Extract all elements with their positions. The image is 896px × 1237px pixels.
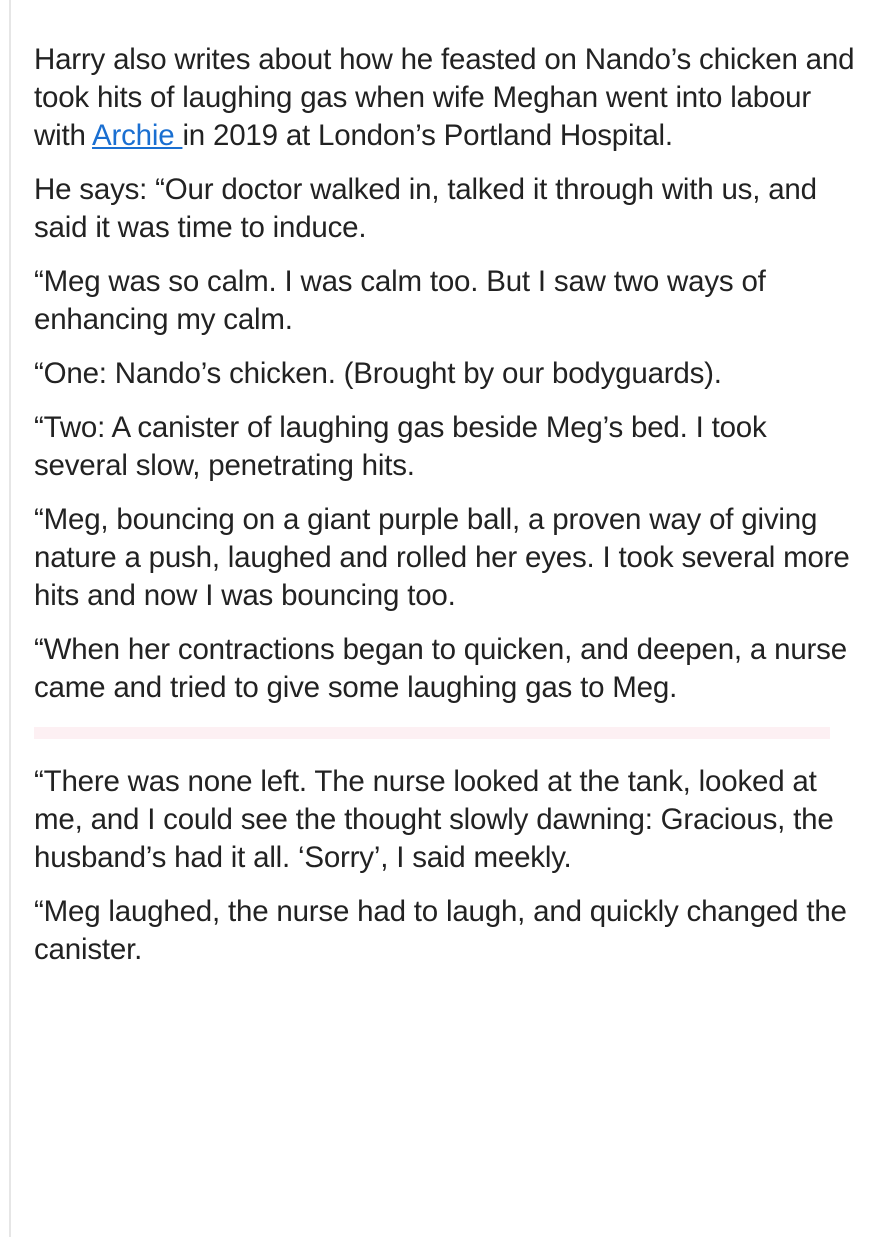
paragraph-6: “Meg, bouncing on a giant purple ball, a proven way of giving nature a push, laughed and rolled her eyes. I took several more hits and now I was bouncing too. [34,503,850,612]
paragraph-7: “When her contractions began to quicken, and deepen, a nurse came and tried to give some laughing gas to Meg. [34,633,847,704]
section-divider [34,727,830,739]
paragraph-9: “Meg laughed, the nurse had to laugh, and quickly changed the canister. [34,895,847,966]
paragraph-8: “There was none left. The nurse looked at the tank, looked at me, and I could see the thought slowly dawning: Gracious, the husband’s had it all. ‘Sorry’, I said meekly. [34,765,834,874]
paragraph-1-text-start: Harry also writes about how he feasted on Nando’s chicken and took hits of laughing gas when wife Meghan went into labour with [34,43,855,152]
paragraph-3: “Meg was so calm. I was calm too. But I saw two ways of enhancing my calm. [34,265,766,336]
article-body [34,41,864,985]
left-border [9,0,11,1237]
paragraph-2: He says: “Our doctor walked in, talked it through with us, and said it was time to induce. [34,173,817,244]
paragraph-1-text-end: in 2019 at London’s Portland Hospital. [182,119,673,152]
paragraph-4: “One: Nando’s chicken. (Brought by our bodyguards). [34,357,722,390]
paragraph-1 [34,41,864,155]
paragraph-5: “Two: A canister of laughing gas beside Meg’s bed. I took several slow, penetrating hits. [34,411,767,482]
archie-link[interactable]: Archie [92,119,183,152]
